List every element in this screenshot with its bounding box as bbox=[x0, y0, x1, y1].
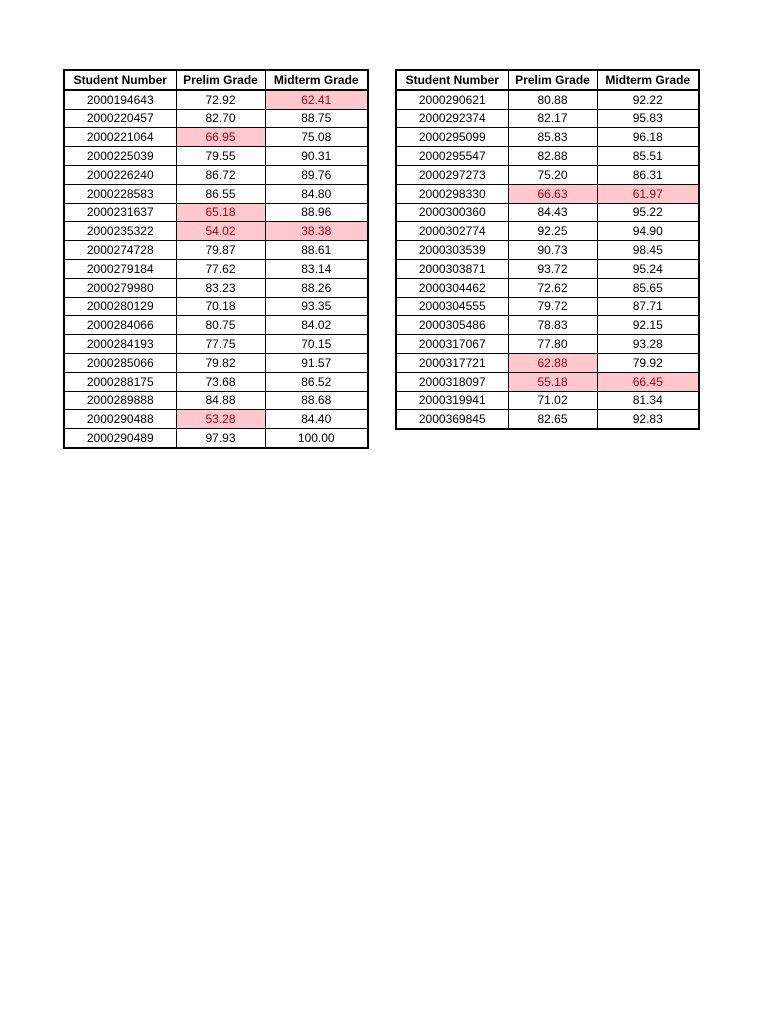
student-number-cell: 2000302774 bbox=[396, 222, 508, 241]
table-row bbox=[396, 297, 699, 316]
prelim-grade-cell: 66.63 bbox=[508, 184, 597, 203]
prelim-grade-cell: 77.75 bbox=[176, 335, 265, 354]
student-number-cell: 2000318097 bbox=[396, 372, 508, 391]
student-number-cell: 2000304462 bbox=[396, 278, 508, 297]
midterm-grade-cell: 38.38 bbox=[265, 222, 368, 241]
table-row bbox=[396, 222, 699, 241]
student-number-cell: 2000231637 bbox=[64, 203, 176, 222]
grades-body-left bbox=[64, 90, 368, 448]
prelim-grade-cell: 55.18 bbox=[508, 372, 597, 391]
student-number-cell: 2000226240 bbox=[64, 165, 176, 184]
table-row bbox=[64, 297, 368, 316]
student-number-cell: 2000274728 bbox=[64, 241, 176, 260]
table-row bbox=[64, 165, 368, 184]
grades-table-left bbox=[63, 69, 369, 449]
prelim-grade-cell: 65.18 bbox=[176, 203, 265, 222]
student-number-cell: 2000300360 bbox=[396, 203, 508, 222]
student-number-cell: 2000304555 bbox=[396, 297, 508, 316]
prelim-grade-cell: 78.83 bbox=[508, 316, 597, 335]
prelim-grade-cell: 85.83 bbox=[508, 128, 597, 147]
student-number-cell: 2000194643 bbox=[64, 90, 176, 109]
prelim-grade-cell: 54.02 bbox=[176, 222, 265, 241]
student-number-cell: 2000279184 bbox=[64, 259, 176, 278]
table-row bbox=[396, 278, 699, 297]
table-row bbox=[396, 90, 699, 109]
prelim-grade-cell: 75.20 bbox=[508, 165, 597, 184]
midterm-grade-cell: 94.90 bbox=[597, 222, 699, 241]
table-row bbox=[396, 372, 699, 391]
table-row bbox=[396, 184, 699, 203]
table-row bbox=[64, 372, 368, 391]
student-number-cell: 2000290488 bbox=[64, 410, 176, 429]
midterm-grade-cell: 87.71 bbox=[597, 297, 699, 316]
header-row bbox=[396, 70, 699, 90]
midterm-grade-cell: 100.00 bbox=[265, 429, 368, 448]
student-number-cell: 2000298330 bbox=[396, 184, 508, 203]
prelim-grade-cell: 90.73 bbox=[508, 241, 597, 260]
prelim-grade-cell: 66.95 bbox=[176, 128, 265, 147]
student-number-cell: 2000221064 bbox=[64, 128, 176, 147]
student-number-cell: 2000305486 bbox=[396, 316, 508, 335]
prelim-grade-cell: 84.43 bbox=[508, 203, 597, 222]
grades-table-right bbox=[395, 69, 700, 430]
prelim-grade-cell: 86.72 bbox=[176, 165, 265, 184]
student-number-cell: 2000288175 bbox=[64, 372, 176, 391]
prelim-grade-cell: 80.75 bbox=[176, 316, 265, 335]
student-number-cell: 2000317721 bbox=[396, 353, 508, 372]
table-row bbox=[396, 147, 699, 166]
student-number-cell: 2000220457 bbox=[64, 109, 176, 128]
student-number-cell: 2000297273 bbox=[396, 165, 508, 184]
header-midterm-grade: Midterm Grade bbox=[265, 70, 368, 90]
table-row bbox=[396, 316, 699, 335]
prelim-grade-cell: 82.65 bbox=[508, 410, 597, 429]
student-number-cell: 2000317067 bbox=[396, 335, 508, 354]
midterm-grade-cell: 92.83 bbox=[597, 410, 699, 429]
student-number-cell: 2000303871 bbox=[396, 259, 508, 278]
table-row bbox=[396, 203, 699, 222]
student-number-cell: 2000284066 bbox=[64, 316, 176, 335]
midterm-grade-cell: 88.96 bbox=[265, 203, 368, 222]
midterm-grade-cell: 81.34 bbox=[597, 391, 699, 410]
midterm-grade-cell: 86.52 bbox=[265, 372, 368, 391]
student-number-cell: 2000295547 bbox=[396, 147, 508, 166]
midterm-grade-cell: 92.22 bbox=[597, 90, 699, 109]
table-row bbox=[396, 259, 699, 278]
header-row bbox=[64, 70, 368, 90]
header-prelim-grade: Prelim Grade bbox=[508, 70, 597, 90]
prelim-grade-cell: 80.88 bbox=[508, 90, 597, 109]
prelim-grade-cell: 82.17 bbox=[508, 109, 597, 128]
table-row bbox=[64, 410, 368, 429]
prelim-grade-cell: 71.02 bbox=[508, 391, 597, 410]
student-number-cell: 2000369845 bbox=[396, 410, 508, 429]
table-row bbox=[64, 429, 368, 448]
student-number-cell: 2000289888 bbox=[64, 391, 176, 410]
student-number-cell: 2000303539 bbox=[396, 241, 508, 260]
midterm-grade-cell: 88.26 bbox=[265, 278, 368, 297]
table-row bbox=[396, 335, 699, 354]
header-midterm-grade: Midterm Grade bbox=[597, 70, 699, 90]
table-row bbox=[396, 165, 699, 184]
midterm-grade-cell: 88.75 bbox=[265, 109, 368, 128]
table-row bbox=[64, 184, 368, 203]
prelim-grade-cell: 83.23 bbox=[176, 278, 265, 297]
prelim-grade-cell: 86.55 bbox=[176, 184, 265, 203]
table-row bbox=[64, 203, 368, 222]
prelim-grade-cell: 77.80 bbox=[508, 335, 597, 354]
prelim-grade-cell: 79.87 bbox=[176, 241, 265, 260]
table-row bbox=[64, 391, 368, 410]
table-row bbox=[396, 128, 699, 147]
header-student-number: Student Number bbox=[64, 70, 176, 90]
prelim-grade-cell: 79.55 bbox=[176, 147, 265, 166]
prelim-grade-cell: 53.28 bbox=[176, 410, 265, 429]
midterm-grade-cell: 84.02 bbox=[265, 316, 368, 335]
midterm-grade-cell: 93.35 bbox=[265, 297, 368, 316]
midterm-grade-cell: 89.76 bbox=[265, 165, 368, 184]
midterm-grade-cell: 85.51 bbox=[597, 147, 699, 166]
student-number-cell: 2000292374 bbox=[396, 109, 508, 128]
midterm-grade-cell: 95.22 bbox=[597, 203, 699, 222]
midterm-grade-cell: 91.57 bbox=[265, 353, 368, 372]
table-row bbox=[64, 90, 368, 109]
midterm-grade-cell: 88.61 bbox=[265, 241, 368, 260]
prelim-grade-cell: 79.72 bbox=[508, 297, 597, 316]
student-number-cell: 2000228583 bbox=[64, 184, 176, 203]
grades-body-right bbox=[396, 90, 699, 429]
prelim-grade-cell: 97.93 bbox=[176, 429, 265, 448]
table-row bbox=[64, 241, 368, 260]
prelim-grade-cell: 77.62 bbox=[176, 259, 265, 278]
prelim-grade-cell: 70.18 bbox=[176, 297, 265, 316]
midterm-grade-cell: 96.18 bbox=[597, 128, 699, 147]
prelim-grade-cell: 84.88 bbox=[176, 391, 265, 410]
table-row bbox=[64, 222, 368, 241]
prelim-grade-cell: 82.70 bbox=[176, 109, 265, 128]
student-number-cell: 2000290621 bbox=[396, 90, 508, 109]
midterm-grade-cell: 86.31 bbox=[597, 165, 699, 184]
table-row bbox=[64, 259, 368, 278]
prelim-grade-cell: 79.82 bbox=[176, 353, 265, 372]
midterm-grade-cell: 84.80 bbox=[265, 184, 368, 203]
midterm-grade-cell: 90.31 bbox=[265, 147, 368, 166]
prelim-grade-cell: 72.62 bbox=[508, 278, 597, 297]
midterm-grade-cell: 98.45 bbox=[597, 241, 699, 260]
student-number-cell: 2000235322 bbox=[64, 222, 176, 241]
table-row bbox=[64, 109, 368, 128]
prelim-grade-cell: 72.92 bbox=[176, 90, 265, 109]
midterm-grade-cell: 62.41 bbox=[265, 90, 368, 109]
prelim-grade-cell: 82.88 bbox=[508, 147, 597, 166]
table-row bbox=[64, 147, 368, 166]
header-prelim-grade: Prelim Grade bbox=[176, 70, 265, 90]
table-row bbox=[396, 353, 699, 372]
midterm-grade-cell: 93.28 bbox=[597, 335, 699, 354]
midterm-grade-cell: 95.24 bbox=[597, 259, 699, 278]
header-student-number: Student Number bbox=[396, 70, 508, 90]
student-number-cell: 2000295099 bbox=[396, 128, 508, 147]
midterm-grade-cell: 75.08 bbox=[265, 128, 368, 147]
table-row bbox=[396, 410, 699, 429]
midterm-grade-cell: 92.15 bbox=[597, 316, 699, 335]
midterm-grade-cell: 95.83 bbox=[597, 109, 699, 128]
prelim-grade-cell: 93.72 bbox=[508, 259, 597, 278]
student-number-cell: 2000280129 bbox=[64, 297, 176, 316]
table-row bbox=[64, 335, 368, 354]
student-number-cell: 2000225039 bbox=[64, 147, 176, 166]
midterm-grade-cell: 79.92 bbox=[597, 353, 699, 372]
student-number-cell: 2000290489 bbox=[64, 429, 176, 448]
prelim-grade-cell: 73.68 bbox=[176, 372, 265, 391]
prelim-grade-cell: 92.25 bbox=[508, 222, 597, 241]
midterm-grade-cell: 61.97 bbox=[597, 184, 699, 203]
midterm-grade-cell: 85.65 bbox=[597, 278, 699, 297]
table-row bbox=[64, 128, 368, 147]
midterm-grade-cell: 66.45 bbox=[597, 372, 699, 391]
midterm-grade-cell: 70.15 bbox=[265, 335, 368, 354]
student-number-cell: 2000279980 bbox=[64, 278, 176, 297]
table-row bbox=[64, 316, 368, 335]
table-row bbox=[396, 241, 699, 260]
table-row bbox=[396, 391, 699, 410]
midterm-grade-cell: 88.68 bbox=[265, 391, 368, 410]
midterm-grade-cell: 84.40 bbox=[265, 410, 368, 429]
table-row bbox=[64, 278, 368, 297]
table-row bbox=[396, 109, 699, 128]
prelim-grade-cell: 62.88 bbox=[508, 353, 597, 372]
midterm-grade-cell: 83.14 bbox=[265, 259, 368, 278]
table-row bbox=[64, 353, 368, 372]
student-number-cell: 2000285066 bbox=[64, 353, 176, 372]
student-number-cell: 2000284193 bbox=[64, 335, 176, 354]
student-number-cell: 2000319941 bbox=[396, 391, 508, 410]
